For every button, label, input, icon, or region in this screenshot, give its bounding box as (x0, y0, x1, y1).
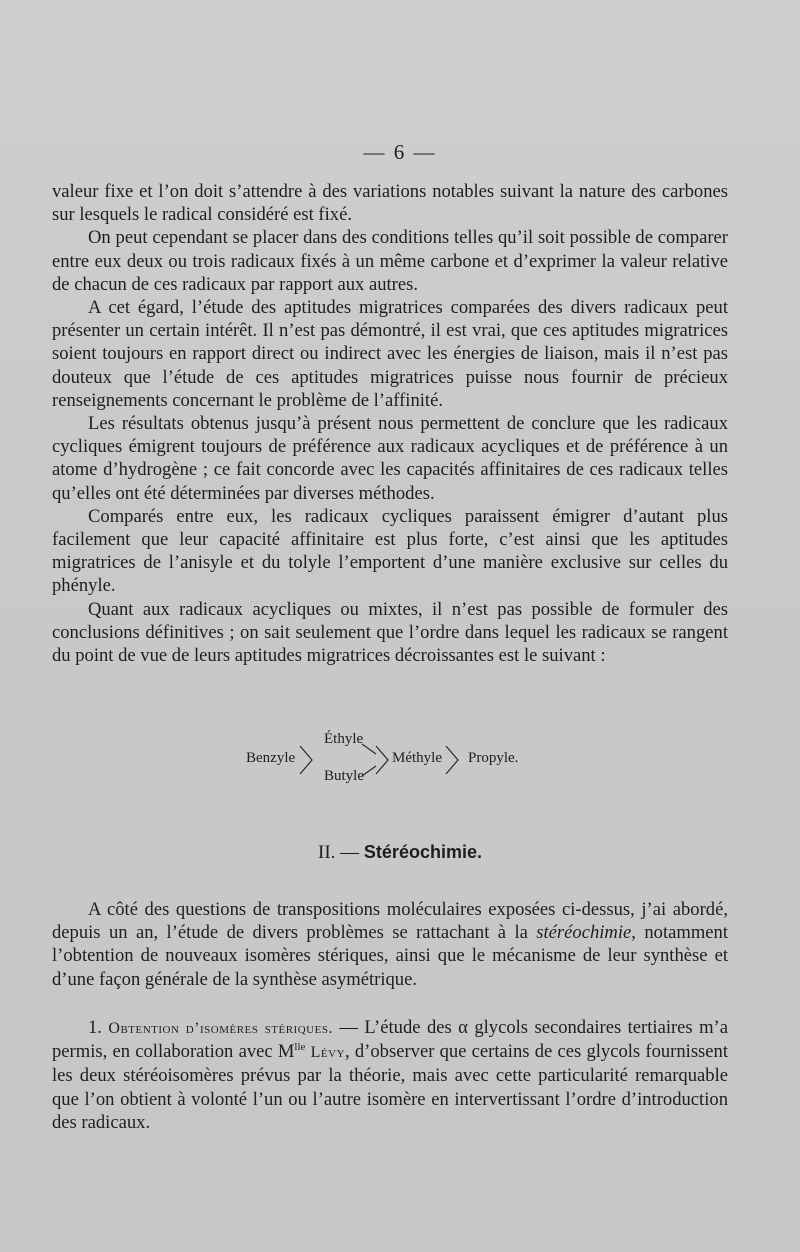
section-paragraph-text-a: A côté des questions de transpositions moléculaires exposées ci-dessus, j’ai abordé, depuis un an, l’étude de divers problèmes se rattachant à la (52, 899, 728, 944)
connector-butyle (362, 766, 376, 776)
section-number: II. — (318, 842, 360, 863)
page-number: — 6 — (363, 140, 437, 164)
migration-order-scheme (228, 730, 568, 790)
paragraph-4: Les résultats obtenus jusqu’à présent nous permettent de conclure que les radicaux cycliques émigrent toujours de préférence aux radicaux acycliques et de préférence à un atome d’hydrogène ; ce fait concorde avec les capacités affinitaires de ces radicaux telles qu’elles ont été déterminées par diverses méthodes. (52, 413, 728, 504)
subsection-heading: Obtention d’isomères stériques. (108, 1020, 333, 1037)
subsection-superscript: lle (294, 1041, 306, 1054)
body-text (52, 180, 728, 667)
section-heading (0, 842, 800, 864)
paragraph-1: valeur fixe et l’on doit s’attendre à des variations notables suivant la nature des carbones sur lesquels le radical considéré est fixé. (52, 181, 728, 226)
subsection-text-b: , d’observer que certains de ces glycols fournissent les deux stéréoisomères prévus par la théorie, mais avec cette particularité remarquable que l’on obtient à volonté l’un ou l’autre isomère en intervertissant l’ordre d’introduction des radicaux. (52, 1041, 729, 1133)
subsection-body (52, 1016, 728, 1134)
radical-methyle: Méthyle (392, 750, 442, 766)
radical-benzyle: Benzyle (246, 750, 296, 766)
radical-ethyle: Éthyle (324, 731, 364, 747)
subsection-paragraph (52, 1016, 728, 1134)
subsection-text-a: — L’étude des α glycols secondaires tertiaires m’a permis, en collaboration avec M (52, 1017, 728, 1063)
subsection-number: 1. (88, 1017, 102, 1038)
radical-butyle: Butyle (324, 768, 364, 784)
radical-propyle: Propyle. (468, 750, 519, 766)
paragraph-2: On peut cependant se placer dans des conditions telles qu’il soit possible de comparer entre eux deux ou trois radicaux fixés à un même carbone et d’exprimer la valeur relative de chacun de ces radicaux par rapport aux autres. (52, 227, 728, 295)
bracket-after-group (376, 746, 388, 774)
section-paragraph (52, 898, 728, 991)
bracket-after-methyle (446, 746, 458, 774)
section-title: Stéréochimie. (363, 842, 482, 862)
bracket-after-benzyle (300, 746, 312, 774)
section-body (52, 898, 728, 991)
paragraph-3: A cet égard, l’étude des aptitudes migratrices comparées des divers radicaux peut présenter un certain intérêt. Il n’est pas démontré, il est vrai, que ces aptitudes migratrices soient toujours en rapport direct ou indirect avec les énergies de liaison, mais il n’est pas douteux que l’étude de ces aptitudes migratrices puisse nous fournir de précieux renseignements concernant le problème de l’affinité. (52, 297, 728, 411)
paragraph-6: Quant aux radicaux acycliques ou mixtes, il n’est pas possible de formuler des conclusions définitives ; on sait seulement que l’ordre dans lequel les radicaux se rangent du point de vue de leurs aptitudes migratrices décroissantes est le suivant : (52, 598, 728, 667)
subsection-name: Lévy (310, 1044, 346, 1062)
paragraph-5: Comparés entre eux, les radicaux cycliques paraissent émigrer d’autant plus facilement que leur capacité affinitaire est plus forte, c’est ainsi que les aptitudes migratrices de l’anisyle et du tolyle l’emportent d’une manière exclusive sur celles du phényle. (52, 505, 728, 597)
section-paragraph-text-b: , notamment l’obtention de nouveaux isomères stériques, ainsi que le mécanisme de leur synthèse et d’une façon générale de la synthèse asymétrique. (52, 922, 729, 990)
connector-ethyle (362, 744, 376, 754)
section-paragraph-italic: stéréochimie (536, 922, 632, 944)
